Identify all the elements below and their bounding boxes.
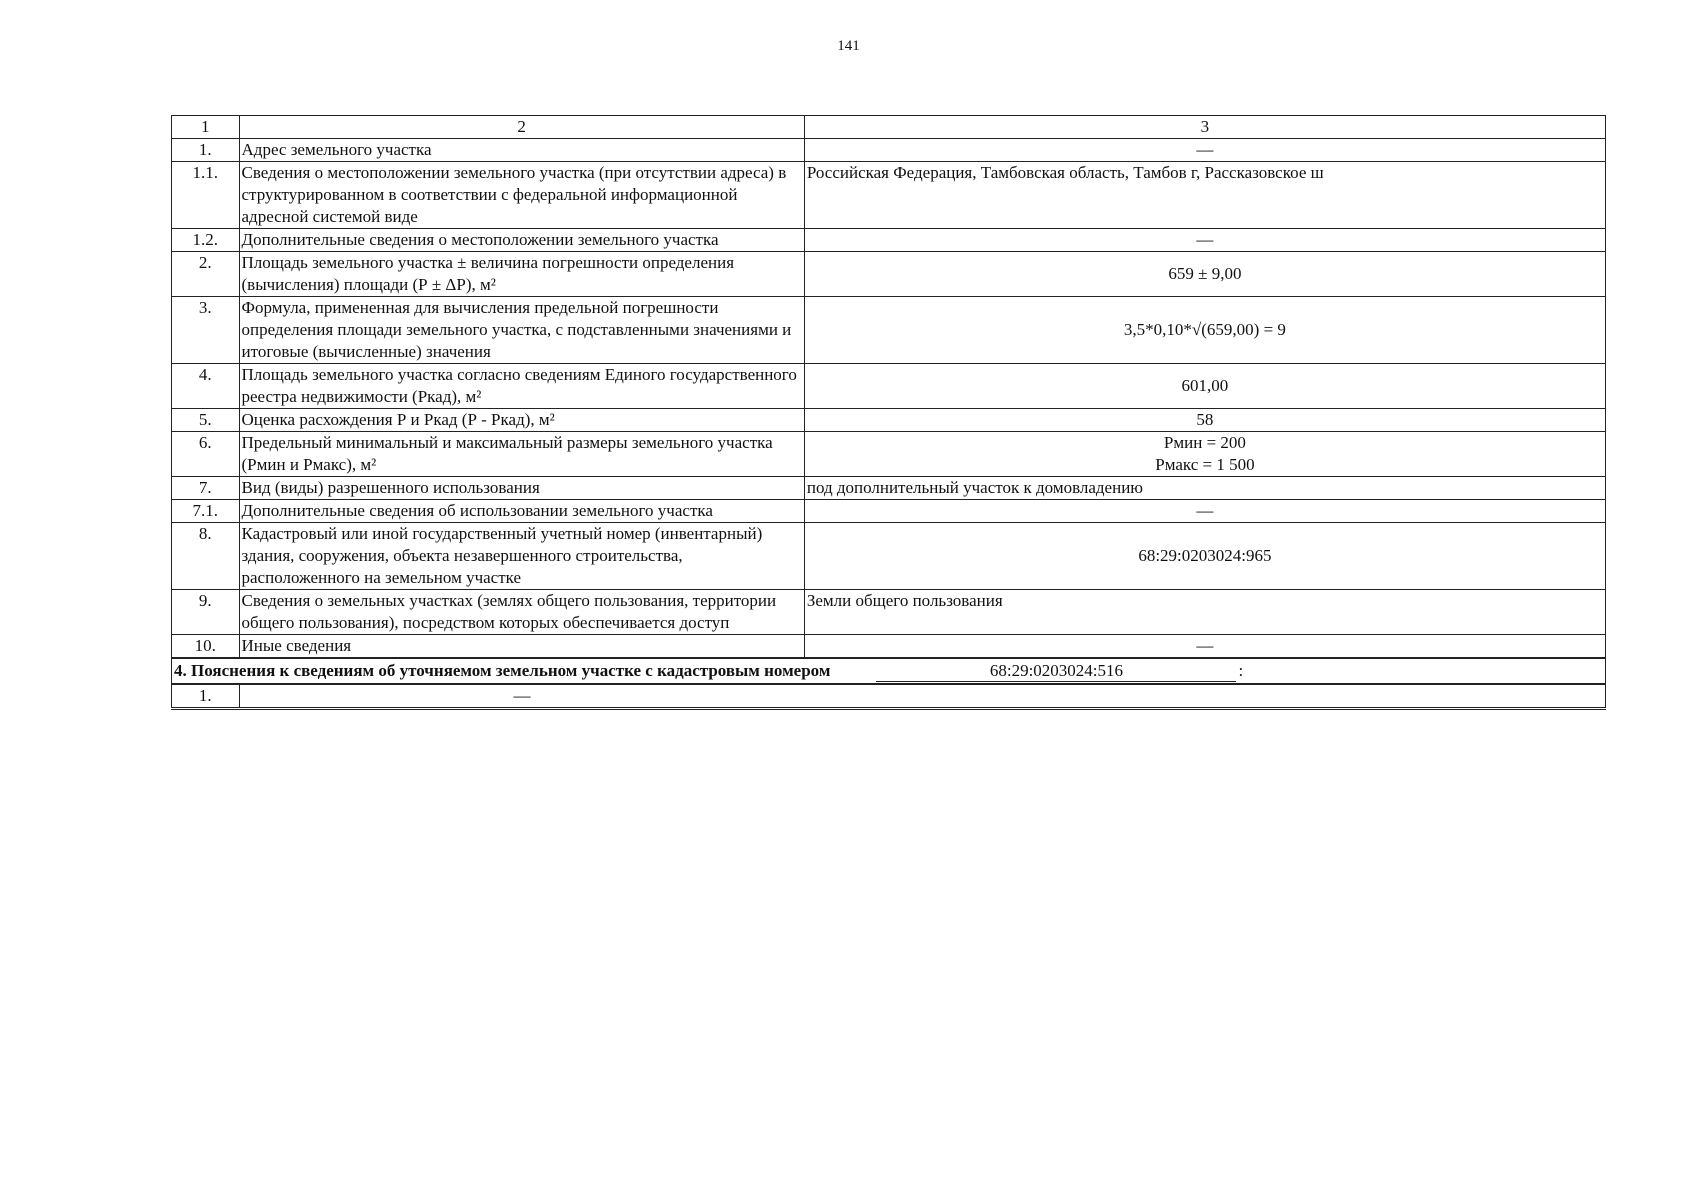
row-name: Кадастровый или иной государственный учетный номер (инвентарный) здания, сооружения, объекта незавершенного строительства, расположенного на земельном участке	[239, 523, 804, 590]
row-value: 659 ± 9,00	[804, 252, 1605, 297]
row-value: Земли общего пользования	[804, 590, 1605, 635]
table-row-formula	[172, 297, 1606, 364]
row-value: 68:29:0203024:965	[804, 523, 1605, 590]
row-name: Дополнительные сведения об использовании земельного участка	[239, 500, 804, 523]
row-value: 58	[804, 409, 1605, 432]
row-value: под дополнительный участок к домовладению	[804, 477, 1605, 500]
row-name: Иные сведения	[239, 635, 804, 659]
row-value	[804, 432, 1605, 477]
header-col-3: 3	[804, 116, 1605, 139]
section-4-colon: :	[1238, 661, 1244, 680]
row-value: 601,00	[804, 364, 1605, 409]
table-row-other	[172, 635, 1606, 659]
table-row-discrepancy	[172, 409, 1606, 432]
row-value: —	[804, 500, 1605, 523]
row-number: 1.	[172, 684, 240, 709]
row-name: Площадь земельного участка согласно сведениям Единого государственного реестра недвижимости (Ркад), м²	[239, 364, 804, 409]
table-header-row	[172, 116, 1606, 139]
table-row-location-extra	[172, 229, 1606, 252]
row-value: —	[804, 139, 1605, 162]
table-row-access	[172, 590, 1606, 635]
table-row-building-number	[172, 523, 1606, 590]
row-number: 10.	[172, 635, 240, 659]
row-number: 2.	[172, 252, 240, 297]
section-4-row	[172, 684, 1606, 709]
min-size-value: Рмин = 200	[1163, 433, 1246, 452]
table-row-use-extra	[172, 500, 1606, 523]
row-name: Формула, примененная для вычисления предельной погрешности определения площади земельного участка, с подставленными значениями и итоговые (вычисленные) значения	[239, 297, 804, 364]
max-size-value: Рмакс = 1 500	[1155, 455, 1255, 474]
table-row-location	[172, 162, 1606, 229]
row-name: Площадь земельного участка ± величина погрешности определения (вычисления) площади (Р ± ΔР), м²	[239, 252, 804, 297]
table-row-permitted-use	[172, 477, 1606, 500]
row-number: 1.2.	[172, 229, 240, 252]
table-row-size-limits	[172, 432, 1606, 477]
section-4-heading	[172, 658, 1606, 684]
row-number: 1.1.	[172, 162, 240, 229]
row-value: Российская Федерация, Тамбовская область, Тамбов г, Рассказовское ш	[804, 162, 1605, 229]
section-4-title: 4. Пояснения к сведениям об уточняемом земельном участке с кадастровым номером	[174, 661, 831, 680]
row-number: 5.	[172, 409, 240, 432]
row-number: 4.	[172, 364, 240, 409]
row-number: 6.	[172, 432, 240, 477]
land-plot-info-table	[171, 115, 1606, 710]
page-number: 141	[837, 38, 860, 54]
table-row-registry-area	[172, 364, 1606, 409]
header-col-2: 2	[239, 116, 804, 139]
row-number: 1.	[172, 139, 240, 162]
row-number: 3.	[172, 297, 240, 364]
row-value	[239, 684, 1605, 709]
row-number: 7.1.	[172, 500, 240, 523]
row-value: 3,5*0,10*√(659,00) = 9	[804, 297, 1605, 364]
section-4-cadastral-number: 68:29:0203024:516	[876, 661, 1236, 682]
row-name: Вид (виды) разрешенного использования	[239, 477, 804, 500]
header-col-1: 1	[172, 116, 240, 139]
row-name: Сведения о земельных участках (землях общего пользования, территории общего пользования), посредством которых обеспечивается доступ	[239, 590, 804, 635]
table-row-address	[172, 139, 1606, 162]
row-value: —	[804, 229, 1605, 252]
section-4-row-value: —	[513, 686, 531, 705]
row-number: 7.	[172, 477, 240, 500]
row-name: Предельный минимальный и максимальный размеры земельного участка (Рмин и Рмакс), м²	[239, 432, 804, 477]
row-name: Адрес земельного участка	[239, 139, 804, 162]
row-value: —	[804, 635, 1605, 659]
row-number: 8.	[172, 523, 240, 590]
section-4-heading-row	[172, 658, 1606, 684]
row-name: Сведения о местоположении земельного участка (при отсутствии адреса) в структурированном в соответствии с федеральной информационной адресной системой виде	[239, 162, 804, 229]
row-name: Оценка расхождения Р и Ркад (Р - Ркад), м²	[239, 409, 804, 432]
table-row-area	[172, 252, 1606, 297]
row-name: Дополнительные сведения о местоположении земельного участка	[239, 229, 804, 252]
row-number: 9.	[172, 590, 240, 635]
